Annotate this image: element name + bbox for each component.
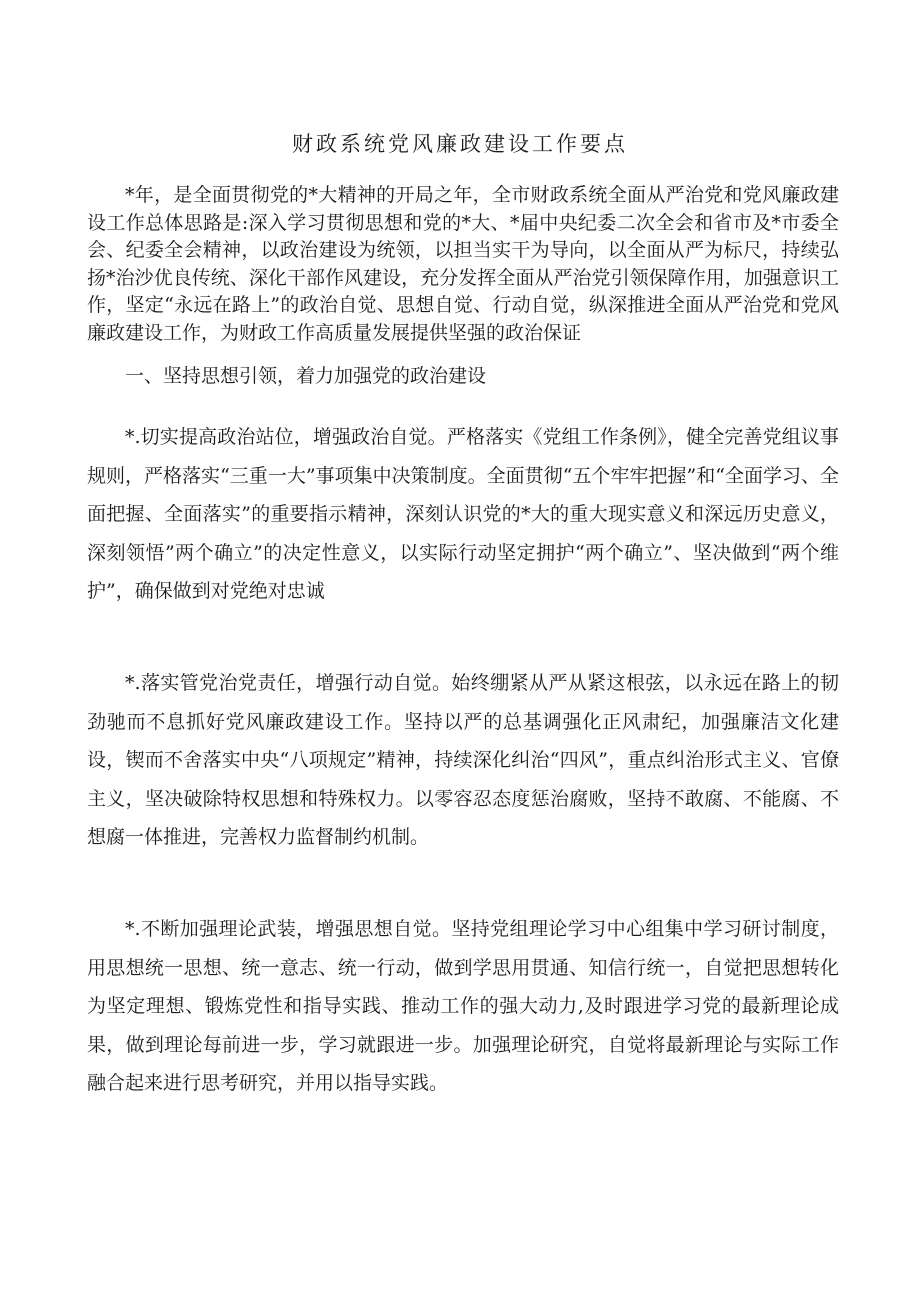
body-paragraph-3: *.不断加强理论武装，增强思想自觉。坚持党组理论学习中心组集中学习研讨制度，用思想统一思想、统一意志、统一行动，做到学思用贯通、知信行统一，自觉把思想转化为坚定理想、锻炼党性和指导实践、推动工作的强大动力,及时跟进学习党的最新理论成果，做到理论每前进一步，学习就跟进一步。加强理论研究，自觉将最新理论与实际工作融合起来进行思考研究，并用以指导实践。 xyxy=(87,918,839,1094)
section-heading: 一、坚持思想引领，着力加强党的政治建设 xyxy=(125,365,487,387)
body-paragraph-1: *.切实提高政治站位，增强政治自觉。严格落实《党组工作条例》，健全完善党组议事规则，严格落实“三重一大”事项集中决策制度。全面贯彻“五个牢牢把握”和“全面学习、全面把握、全面落实”的重要指示精神，深刻认识党的*大的重大现实意义和深远历史意义，深刻领悟”两个确立”的决定性意义，以实际行动坚定拥护“两个确立”、坚决做到“两个维护”，确保做到对党绝对忠诚 xyxy=(87,426,839,602)
intro-paragraph: *年，是全面贯彻党的*大精神的开局之年，全市财政系统全面从严治党和党风廉政建设工作总体思路是:深入学习贯彻思想和党的*大、*届中央纪委二次全会和省市及*市委全会、纪委全会精神，以政治建设为统领，以担当实干为导向，以全面从严为标尺，持续弘扬*治沙优良传统、深化干部作风建设，充分发挥全面从严治党引领保障作用，加强意识工作，坚定“永远在路上”的政治自觉、思想自觉、行动自觉，纵深推进全面从严治党和党风廉政建设工作，为财政工作高质量发展提供坚强的政治保证 xyxy=(87,184,839,344)
document-title: 财政系统党风廉政建设工作要点 xyxy=(292,132,628,156)
body-paragraph-2: *.落实管党治党责任，增强行动自觉。始终绷紧从严从紧这根弦，以永远在路上的韧劲驰而不息抓好党风廉政建设工作。坚持以严的总基调强化正风肃纪，加强廉洁文化建设，锲而不舍落实中央“八项规定”精神，持续深化纠治“四风”，重点纠治形式主义、官僚主义，坚决破除特权思想和特殊权力。以零容忍态度惩治腐败，坚持不敢腐、不能腐、不想腐一体推进，完善权力监督制约机制。 xyxy=(87,672,839,848)
